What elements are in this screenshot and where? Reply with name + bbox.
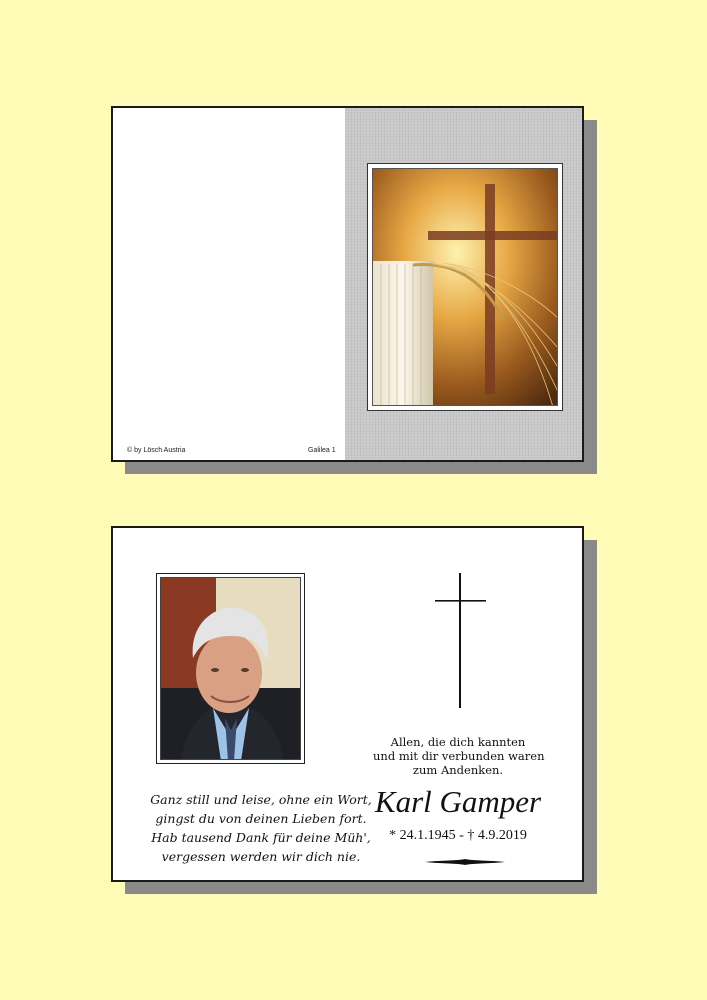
ornament-divider-icon xyxy=(425,852,505,862)
dedication-text xyxy=(373,735,543,777)
man-portrait-photo xyxy=(160,577,301,760)
front-card-blank-panel xyxy=(113,108,345,460)
dedication-line: zum Andenken. xyxy=(412,763,504,777)
poem-line: gingst du von deinen Lieben fort. xyxy=(155,811,367,826)
memorial-poem xyxy=(123,790,399,866)
wheat-cross-book-photo xyxy=(372,168,558,406)
design-name: Galilea 1 xyxy=(308,447,336,454)
poem-line: Ganz still und leise, ohne ein Wort, xyxy=(150,792,372,807)
poem-line: vergessen werden wir dich nie. xyxy=(161,849,361,864)
dedication-line: Allen, die dich kannten xyxy=(390,735,526,749)
cover-photo-frame xyxy=(367,163,563,411)
cross-icon xyxy=(433,573,488,713)
portrait-frame xyxy=(156,573,305,764)
poem-line: Hab tausend Dank für deine Müh', xyxy=(151,830,371,845)
birth-death-dates: * 24.1.1945 - † 4.9.2019 xyxy=(389,828,527,843)
inside-card xyxy=(111,526,584,882)
front-card-cover-panel xyxy=(345,108,582,460)
copyright-text: © by Lösch Austria xyxy=(127,447,186,454)
front-card xyxy=(111,106,584,462)
deceased-name: Karl Gamper xyxy=(374,784,542,819)
dedication-line: und mit dir verbunden waren xyxy=(373,749,545,763)
